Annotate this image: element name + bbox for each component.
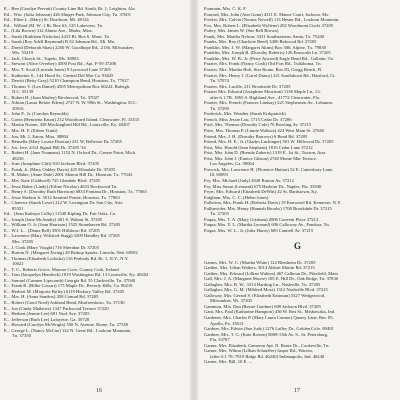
book-gutter [190,0,198,400]
directory-entry: Fla. 33707 [210,337,230,343]
directory-entry: E... Frank, Jr. (Mary Oakley Davis) 425 Ellendale Dr. 37205 [4,166,116,172]
directory-entry: Franks, Mrs. Roy (Charlotte Reed) 3400 Belwood Rd. 37205 [204,39,317,45]
directory-entry: E... Mrs. H. F. (Eileen Truitt) [4,128,58,134]
directory-entry: E... Herbert (Jennie Lee) 601 Noel Ave. 37205 [4,311,90,317]
directory-entry: E... Sarah (Kathleen Nicholas) 4413 Rt. Box 6, Mont. Tn. [4,33,111,39]
directory-entry: Fryer, Mrs. Edward (Elizabeth DeWitt) 42 St. Bardstown, Ky. [204,189,318,195]
directory-entry: 10021 [12,261,24,267]
directory-entry: Franklin, Mrs. J. W. (Margaret Akins) Box 300, Alpine, Tx. 79830 [204,44,326,50]
page-number-right: 17 [294,388,300,394]
directory-entry: E... Clarence (Sarah Lowe) 212 W. Lexington Dr. Sun City, Ariz. [4,200,124,206]
directory-entry: Garner, Mrs. Wilma (Lillian Schaeffer) Jasper Rd., Warren, [204,348,313,354]
directory-entry: Friend, Mrs. J. H. (Dorothy Barrows) 6 Bend Rd. 37205 [204,133,308,139]
directory-entry: E... Robert (Carol Nord) Ashland Bend, Murfreesboro, Tn. 37130 [4,299,125,305]
directory-entry: Fuqua, Mrs. Y. L. (Martha Leonard) 606 Calloway Av., Pandora, Tn. [204,222,330,228]
directory-entry: Gall, Mrs. J. A. (Margaret Moore) 105 E. Hill Dr., Oak Ridge, Tn. 37830 [204,276,339,282]
directory-entry: E... Howard (Carolyn McWright) 550 N. Avenue, Rome, Tn. 37350 [4,322,129,328]
directory-entry: Frazier Mrs. Edward (Josephine Morrison) 1136 Maple Ln., Ct. [204,89,321,95]
directory-entry: E... Ivan (Josephine Clift) 910 Jackson Blvd. 37205 [4,161,100,167]
directory-entry: E... Ben (Carolyn Prevatt) County Line Rd. South, Rt. 1, Leighton, Ala. [4,6,136,11]
directory-entry: Frist, Mrs. John J. (Eunice Gibson) 2740 Monte Mar Terrace, [204,155,317,161]
directory-entry: E... Gavin (Henrietta Eaton) 212 Woodward Island, Clearwater, Fl. 33515 [4,116,140,122]
directory-entry: 20016 [12,105,24,111]
directory-entry: Los Angeles, Ca. 90064 [210,161,255,167]
directory-entry: Frist, Mrs. John D. (Brenda Zuberts) 1319 E. 1st St., Tucson, Ariz. [204,150,327,156]
directory-entry: E... George L. (Nancy McCue) 122 N. Great Rd., Lookout Mountain, [4,327,132,333]
directory-entry: E... Jefferson (Ruth Lee) Lafayette, Ga. 30728 [4,316,90,322]
left-entry-list [0,6,190,339]
directory-entry: E... Mrs. Kate (Caldwell) 725 Glendale Blvd. 37205 [4,177,101,183]
directory-entry: Garner, Mrs. Elizabeth, Cameron Apt. N. Route Dr., Cookeville, Tn. [204,342,330,348]
directory-entry: E... Joseph (Jane McAnulty) 401 S. Walnut St. 37205 [4,216,103,222]
directory-entry: Fuqua, Mrs. W. L., Jr. (Julia Harris) 600 Cantrell Av. 37215 [204,227,314,233]
directory-entry: Fullinwider, Mrs. Henry (Hannah Brooks) 1700 Brookdale Dr. 37215 [204,205,332,211]
directory-entry: E... Henry S. (Dorothy Ruth Harrison) 6833 Fontana Dr., Houston, Tx. 77063 [4,189,147,195]
directory-entry: Milwaukee, Wi. 37205 [210,298,253,304]
directory-entry: Frist, Mrs. Harold (Jean Stephens) 1816 Cedar Lane 37212 [204,144,313,150]
directory-entry: E... T. C., Roberts Grove, Monroe Cove, County Cork, Ireland [4,266,119,272]
directory-entry: Galloway, Mrs. Gerard S. (Elizabeth Eastman) 5327 Wedgewood, [204,292,326,298]
directory-entry: E... Herbert M. (Marjorie Briley) 6119 Hickory Valley Rd. 37205 [4,288,125,294]
directory-entry: Friend, Mrs. H. E., Jr. (Gladys Luchinger) 501 W. Hillwood Dr. 37205 [204,139,334,145]
directory-entry: E... Thomas (Elizabeth Lodoska) 116 Peabody Rd. Rt. 1, N.Y., N.Y. [4,255,129,261]
directory-entry: Gaither, Mrs. Edward (Lillian Walters) 467 Calhoun Dr., Pittsfield, Mass. [204,270,339,276]
directory-entry: E... Jesse Shelton Jr. 5014 Sentinel Pointe, Houston, Tx. 77063 [4,194,120,200]
directory-entry: 48236 [12,155,24,161]
directory-entry: Frazier, Mrs. Henry J. (Carol Dancy) 221 Southdown Rd., Hartford, Ct. [204,72,336,78]
directory-entry: Friel, Mrs. Thomas (Dorothy Cole) 76 Bowling Av. 37215 [204,122,312,128]
directory-entry: Fowler, Mrs. Calvin (Norma Nowell) 113 Hester Rd., Lookout Mountain, [204,17,340,23]
directory-entry: Ed... Ellen L. (Mary) St. Dearborn, Mi. 48124 [4,17,89,23]
directory-entry: E... Hensella (Mary Louise Duncan) 231 W. Bellevue Dr. 37205 [4,139,122,145]
directory-entry: Mrs. 37205 [12,238,34,244]
directory-entry: E... Sarah (Roy Adell Raymond) R 52 Johnson Rd., Mt. Mo. [4,39,116,45]
directory-entry: French, Miss Jessie Lou, 1715 Cedar Dr. 37206 [204,116,292,122]
directory-entry: Frazier, Mrs. French (Frances Lindsay) 221 Stephenson Av., Lebanon, [204,100,333,106]
directory-entry: Franklin, Mrs. W. B., Jr. (Perry Atwood) Eagle Bend Rd., Gallatin, Tn. [204,55,334,61]
directory-entry: E... Lawrence (Mary Wilsford Stagg) 3209 Handley Rd. 37205 [4,233,120,239]
right-entry-list [198,6,398,365]
section-letter-heading: G [294,240,302,251]
directory-entry: E... J. Cook (Mary Vought) 716 Sheridan Dr. 37205 [4,244,99,250]
directory-entry: E... (Lila Brown) 312 Alamo Ave., Marks, Miss. [4,28,93,34]
directory-entry: 85351 [12,205,24,211]
directory-entry: E... Adrian (Laura Belote Edens) 2727 N. W. 99th St., Washington, D.C. [4,100,137,106]
directory-entry: Frazier, Mrs. Frank (Nancy Cook) Old Fort Rd., Tullahoma, Tn. [204,61,322,67]
left-page [0,6,190,400]
directory-entry: E... Samuel (Carmen Lipscomb) Georgia Rd. 55 Clarksville, Tn. 37040 [4,277,136,283]
spacer [198,233,398,239]
directory-entry: E... Thomas V. (Lea Daniel) 4505 Metropolitan Box 60222, Raleigh, [4,83,131,89]
directory-entry: E... John F., Jr. (Carolyn Reynolds) [4,111,69,117]
directory-entry: E... Mrs. T. Scott (Lucinda Jones) 9 Lynwood Lane 37205 [4,67,111,73]
right-page [198,6,398,400]
page-number-left: 16 [96,388,102,394]
directory-entry: Ed... (Joan Kathryn Colby) 11540 Kipling Dr. Fair Oaks, Ca. [4,211,116,217]
directory-entry: E... David (Deborah Shaw) 2250 W. Goodhope Rd., 2136, Milwaukee, [4,44,135,50]
directory-entry: Frazier, Mrs. Lucille, 211 Brookside Dr. 37205 [204,83,291,89]
directory-entry: Franklin, Mrs. Joseph B. (Dorothy Roberts) 126 Emworth Ln. 37205 [204,50,331,56]
directory-entry: N.C. 55139 [12,89,34,95]
directory-entry: E... Jon (Cindy Mathews) 1347 Parkwood Terrace 37220 [4,305,109,311]
directory-entry: Fulgham, Mrs. C. C. (Helen Jones) [204,194,269,200]
directory-entry: E... W.J. L... (Diana Bell) 3501 Hillsboro Rd. 37205 [4,227,100,233]
directory-entry: Frederick, Mrs. Weather (Sarah Kirkpatrick) [204,111,286,117]
directory-entry: Fullerton, Mrs. Frank H. (Roberta Davis) 19 Kenwood Rd. Kenmore, N.Y. [204,200,342,206]
directory-entry: E... Mrs. H. (Anna Sanders) 458 Conrad Rd. 37205 [4,294,99,300]
directory-entry: E... Jon, Mt. 1, Eaton, Miss. 38804 [4,133,69,139]
directory-entry: E... Jack, Church St., Tupelo, Ms. 38803 [4,55,79,61]
directory-entry: Frank, Mrs. Martha Nelson, 3331 Southeastern, Santa, Tx. 75240 [204,33,325,39]
directory-entry: Ed... Wm. (Julia Johnson) 426 Slinger Park, Johnson City, Tn. 37601 [4,11,132,17]
directory-entry: E... Jesse Baker (Lindy) (Erline Nicolas) 4633 Rockwood Tn. [4,183,118,189]
directory-entry: E... William O. Jr. (Joan Harrison) 1525 Stonehaven Rd. 37205 [4,222,121,228]
directory-entry: Fourard, Mrs. John (Ann Gunn) 4311 E. Manor Court, Jackson, Ms. [204,11,330,17]
directory-entry: E... Robert H. (Joan Marley) Birchwood, Tn. 37027 [4,94,100,100]
directory-entry: Ill. 60093 [210,172,228,178]
directory-entry: Fry, Miss Susan (Leonard) 675 Harbour Dr., Naples, Fla. 33940 [204,183,322,189]
directory-entry: Fox, Mrs. Robert L. (Elizabeth Wyllene) 202 Woodmont Circle 37205 [204,22,334,28]
directory-entry: Tn. 37074 [210,78,229,84]
directory-entry: Frewick, Mrs. Lawrence H. (Florence Hutton) 52 E. Canterbury Lane, [204,166,334,172]
directory-entry: Frazier, Mrs. Martha Holt, Star Route, Box 83, Gregg Beach, Fl. [204,67,323,73]
directory-entry: Gant, Mrs. Paul (Katharine Hampton) 436 W. Rea St., Mishawaka, Ind. [204,309,336,315]
directory-entry: Fuqua, Mrs. T. A. (Mary Grisham) 2006 Convent Place 37212 [204,216,319,222]
directory-entry: E... Robert H. (Jane Youmans) 1152 N. Oxford Dr., Grease Point, Mich. [4,150,137,156]
directory-entry: E... Jos. Jere, 4314 Signal Hill Dr. 37205 '34 [4,144,86,150]
directory-entry: Tn. 37290 [210,105,229,111]
directory-entry: Gardener, Mrs. Charles P. (Mary Laura Connor) Quarry Lane, Rm. 85, [204,314,334,320]
directory-entry: Tn. 37350 [12,333,31,339]
directory-entry: Wis. 53219 [12,50,33,56]
directory-entry: Gallagher, Mrs. B. W., 3314 Harding Ln., Nashville, Tn. 37205 [204,281,321,287]
directory-entry: Gallagher, Mrs. G. M. (Mildred Moss) 1312 Nashville Blvd. 37215 [204,287,328,293]
directory-entry: Fries, Mrs. Thomas P. (Linnie Wallace) 424 West Main St. 37040 [204,128,324,134]
directory-entry: Gaither, Mrs. Lilian Walters, 3014 Abbott Martin Rd. 37215 [204,265,315,271]
directory-entry: Garner, Mrs. Bill, 10 E. ... [204,359,253,365]
directory-entry: after 6.1 7B. 1865 S. Highland Ave., 41772 Clearwater, Fla. [210,94,320,100]
directory-entry: E... Stewart (Alice Overbey) 4500 Post Rd., Apt. F-59 37206 [4,61,117,67]
directory-entry: (after 6.1 78: 7810 Ridge Rd. 46240) Indianapolis, Ind. 46240 [210,353,325,359]
directory-entry: E... Dewitt (Betty Gray) 5210 Champion Bend, Houston, Tx. 77027 [4,78,129,84]
directory-entry: E... Frank R. (Billie Cowart) 175 Maple Dr., Beverly Hills, Ca. 90210 [4,283,133,289]
directory-entry: Gardner, Mrs. T. G. (Kate Bowen) 8008-13th Av. S., St. Petersburg, [204,331,329,337]
directory-entry: Gammon, Mrs. Dan (Bessie Gardner) 600 Jackson Blvd. 37205 [204,303,321,309]
directory-entry: Apollo, Pa. 15613 [210,320,244,326]
directory-entry: Ed... Willard (M. W...) Rt. Box 63, 125 Lakeview, Tn. [4,22,104,28]
directory-entry: E... Tom (Jacquelyn Hendrick) 1819 Washington Rd. 13 Louisville, Ky. 40202 [4,272,149,278]
directory-entry: Gardner, Mrs. Edwin (Sue Judy) 1276 Lafley Dr., Golden Colo. 80401 [204,326,334,332]
directory-entry: Tn. 37205 [210,211,229,217]
directory-entry: Gaines, Mrs. W. C. (Martha White) 122 Blenheim Dr. 37205 [204,259,316,265]
directory-entry: Fountain, Mrs. C. K. F [204,6,246,11]
directory-entry: E... Martin Noone, 438 Mockingbird Hill Rd., Louisville, Ky. 40207 [4,122,130,128]
directory-entry: E... Burton N. (Margaret Ewing) 28 Bishop Sparks, Lincoln, Neb. 68502 [4,250,138,256]
directory-entry: E... Katherine S., 144 Hood St., Central Del Mar Ca. 93625 [4,72,114,78]
directory-entry: Fraley, Mrs. James W. (Sue Bell Brown) [204,28,279,34]
directory-entry: E... R. Mabie, (Anne Dale) 2001 Sharon Hill Dr., Houston, Tx. 77043 [4,172,133,178]
directory-entry: Fry, Mrs. Michael (Judy) 2028 Burton Av. 37212 [204,177,294,183]
